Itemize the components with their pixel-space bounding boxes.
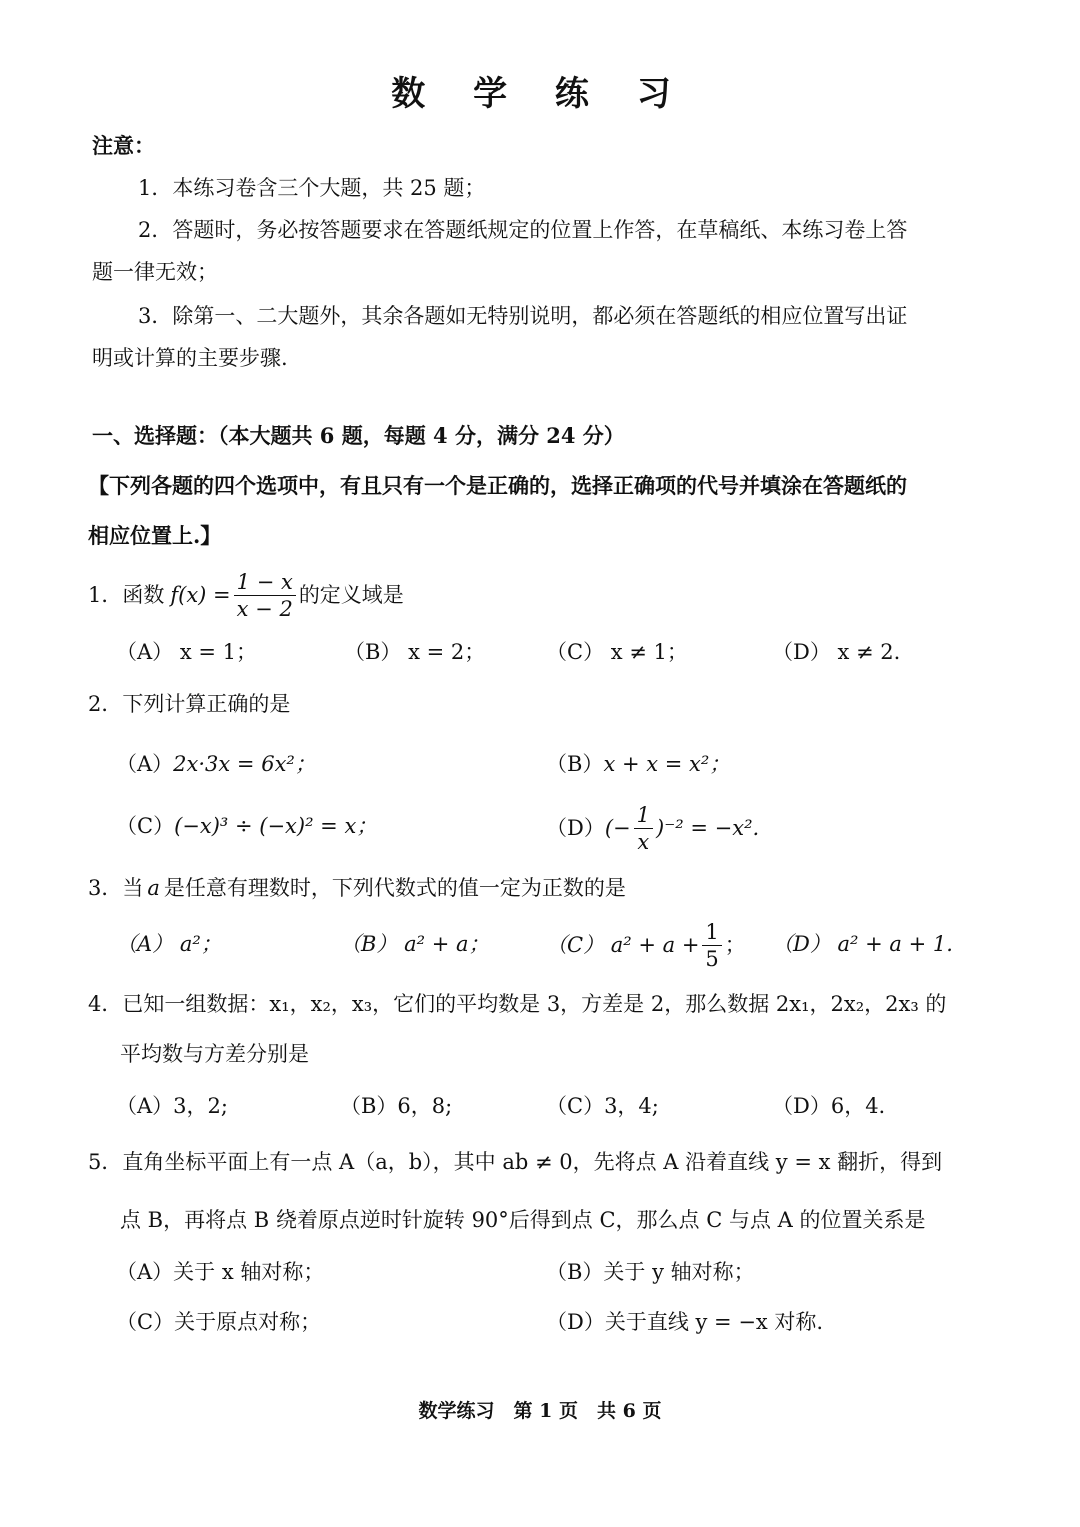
q3-stem-suffix: 是任意有理数时，下列代数式的值一定为正数的是 [163,876,626,900]
q2-d-numerator: 1 [634,802,653,829]
q1-numerator: 1 − x [234,569,296,596]
question-5-line1: 5．直角坐标平面上有一点 A（a，b），其中 ab ≠ 0，先将点 A 沿着直线 y = x 翻折，得到 [88,1150,943,1174]
question-5-line2: 点 B，再将点 B 绕着原点逆时针旋转 90°后得到点 C，那么点 C 与点 A 的位置关系是 [120,1208,926,1232]
page-footer: 数学练习 第 1 页 共 6 页 [418,1400,662,1422]
q1-option-d: （D） x ≠ 2. [772,640,901,664]
q2-option-c [116,812,377,840]
q2-a-label: （A） [116,752,174,776]
q3-stem-prefix: 3．当 [88,876,144,900]
q2-c-expr: (−x)³ ÷ (−x)² = x； [174,814,378,838]
q1-option-b: （B） x = 2； [344,640,486,664]
q3-c-numerator: 1 [702,919,721,946]
q2-b-expr: x + x = x²； [603,752,731,776]
q3-option-c [546,914,746,976]
question-4-line1: 4．已知一组数据：x₁，x₂，x₃，它们的平均数是 3，方差是 2，那么数据 2x₁，2x₂，2x₃ 的 [88,992,947,1016]
q3-c-denominator: 5 [705,946,719,971]
notice-item-2-line2: 题一律无效； [92,260,218,284]
section1-instruction-line1: 【下列各题的四个选项中，有且只有一个是正确的，选择正确项的代号并填涂在答题纸的 [88,473,907,498]
q2-d-fraction [634,802,653,855]
q1-suffix: 的定义域是 [298,583,404,607]
q3-option-b: （B） a² + a； [340,932,490,956]
q3-c-label: （C） a² + a + [546,933,700,957]
q4-option-b: （B）6，8; [340,1094,453,1118]
q3-stem-var: a [147,876,160,900]
q2-a-expr: 2x·3x = 6x²； [173,752,316,776]
q1-option-a: （A） x = 1； [116,640,257,664]
question-2-stem: 2．下列计算正确的是 [88,692,291,716]
q3-option-d: （D） a² + a + 1. [772,932,953,956]
notice-label: 注意： [92,133,155,158]
q2-d-denominator: x [637,829,650,854]
q2-option-d [546,796,759,860]
question-4-line2: 平均数与方差分别是 [120,1042,309,1066]
q2-d-label: （D） [546,816,605,840]
section1-heading: 一、选择题：（本大题共 6 题，每题 4 分，满分 24 分） [92,423,625,448]
q3-c-end: ； [724,933,746,957]
q4-option-c: （C）3，4; [546,1094,659,1118]
notice-item-2-line1: 2．答题时，务必按答题要求在答题纸规定的位置上作答，在草稿纸、本练习卷上答 [138,218,908,242]
q2-d-post: )⁻² = −x². [656,816,760,840]
notice-item-1: 1．本练习卷含三个大题，共 25 题； [138,176,486,200]
q1-denominator: x − 2 [236,596,293,621]
q5-option-a: （A）关于 x 轴对称； [116,1260,325,1284]
section1-instruction-line2: 相应位置上.】 [88,523,222,548]
q5-option-c: （C）关于原点对称； [116,1310,322,1334]
q2-b-label: （B） [546,752,604,776]
page-title: 数 学 练 习 [391,74,689,114]
q5-option-b: （B）关于 y 轴对称； [546,1260,755,1284]
q1-prefix: 1．函数 [88,583,165,607]
q2-option-b [546,750,730,778]
q3-option-a: （A） a²； [116,932,222,956]
q4-option-a: （A）3，2; [116,1094,228,1118]
q4-option-d: （D）6，4. [772,1094,886,1118]
q1-fraction [234,569,296,622]
q3-c-fraction [702,919,721,972]
notice-item-3-line2: 明或计算的主要步骤. [92,346,288,370]
notice-item-3-line1: 3．除第一、二大题外，其余各题如无特别说明，都必须在答题纸的相应位置写出证 [138,304,908,328]
q2-c-label: （C） [116,814,175,838]
q1-option-c: （C） x ≠ 1； [546,640,688,664]
q5-option-d: （D）关于直线 y = −x 对称. [546,1310,824,1334]
q2-d-pre: (− [604,816,631,840]
q2-option-a [116,750,316,778]
q1-function: f(x) = [170,583,231,607]
question-1-stem [88,562,404,628]
question-3-stem [88,874,626,902]
